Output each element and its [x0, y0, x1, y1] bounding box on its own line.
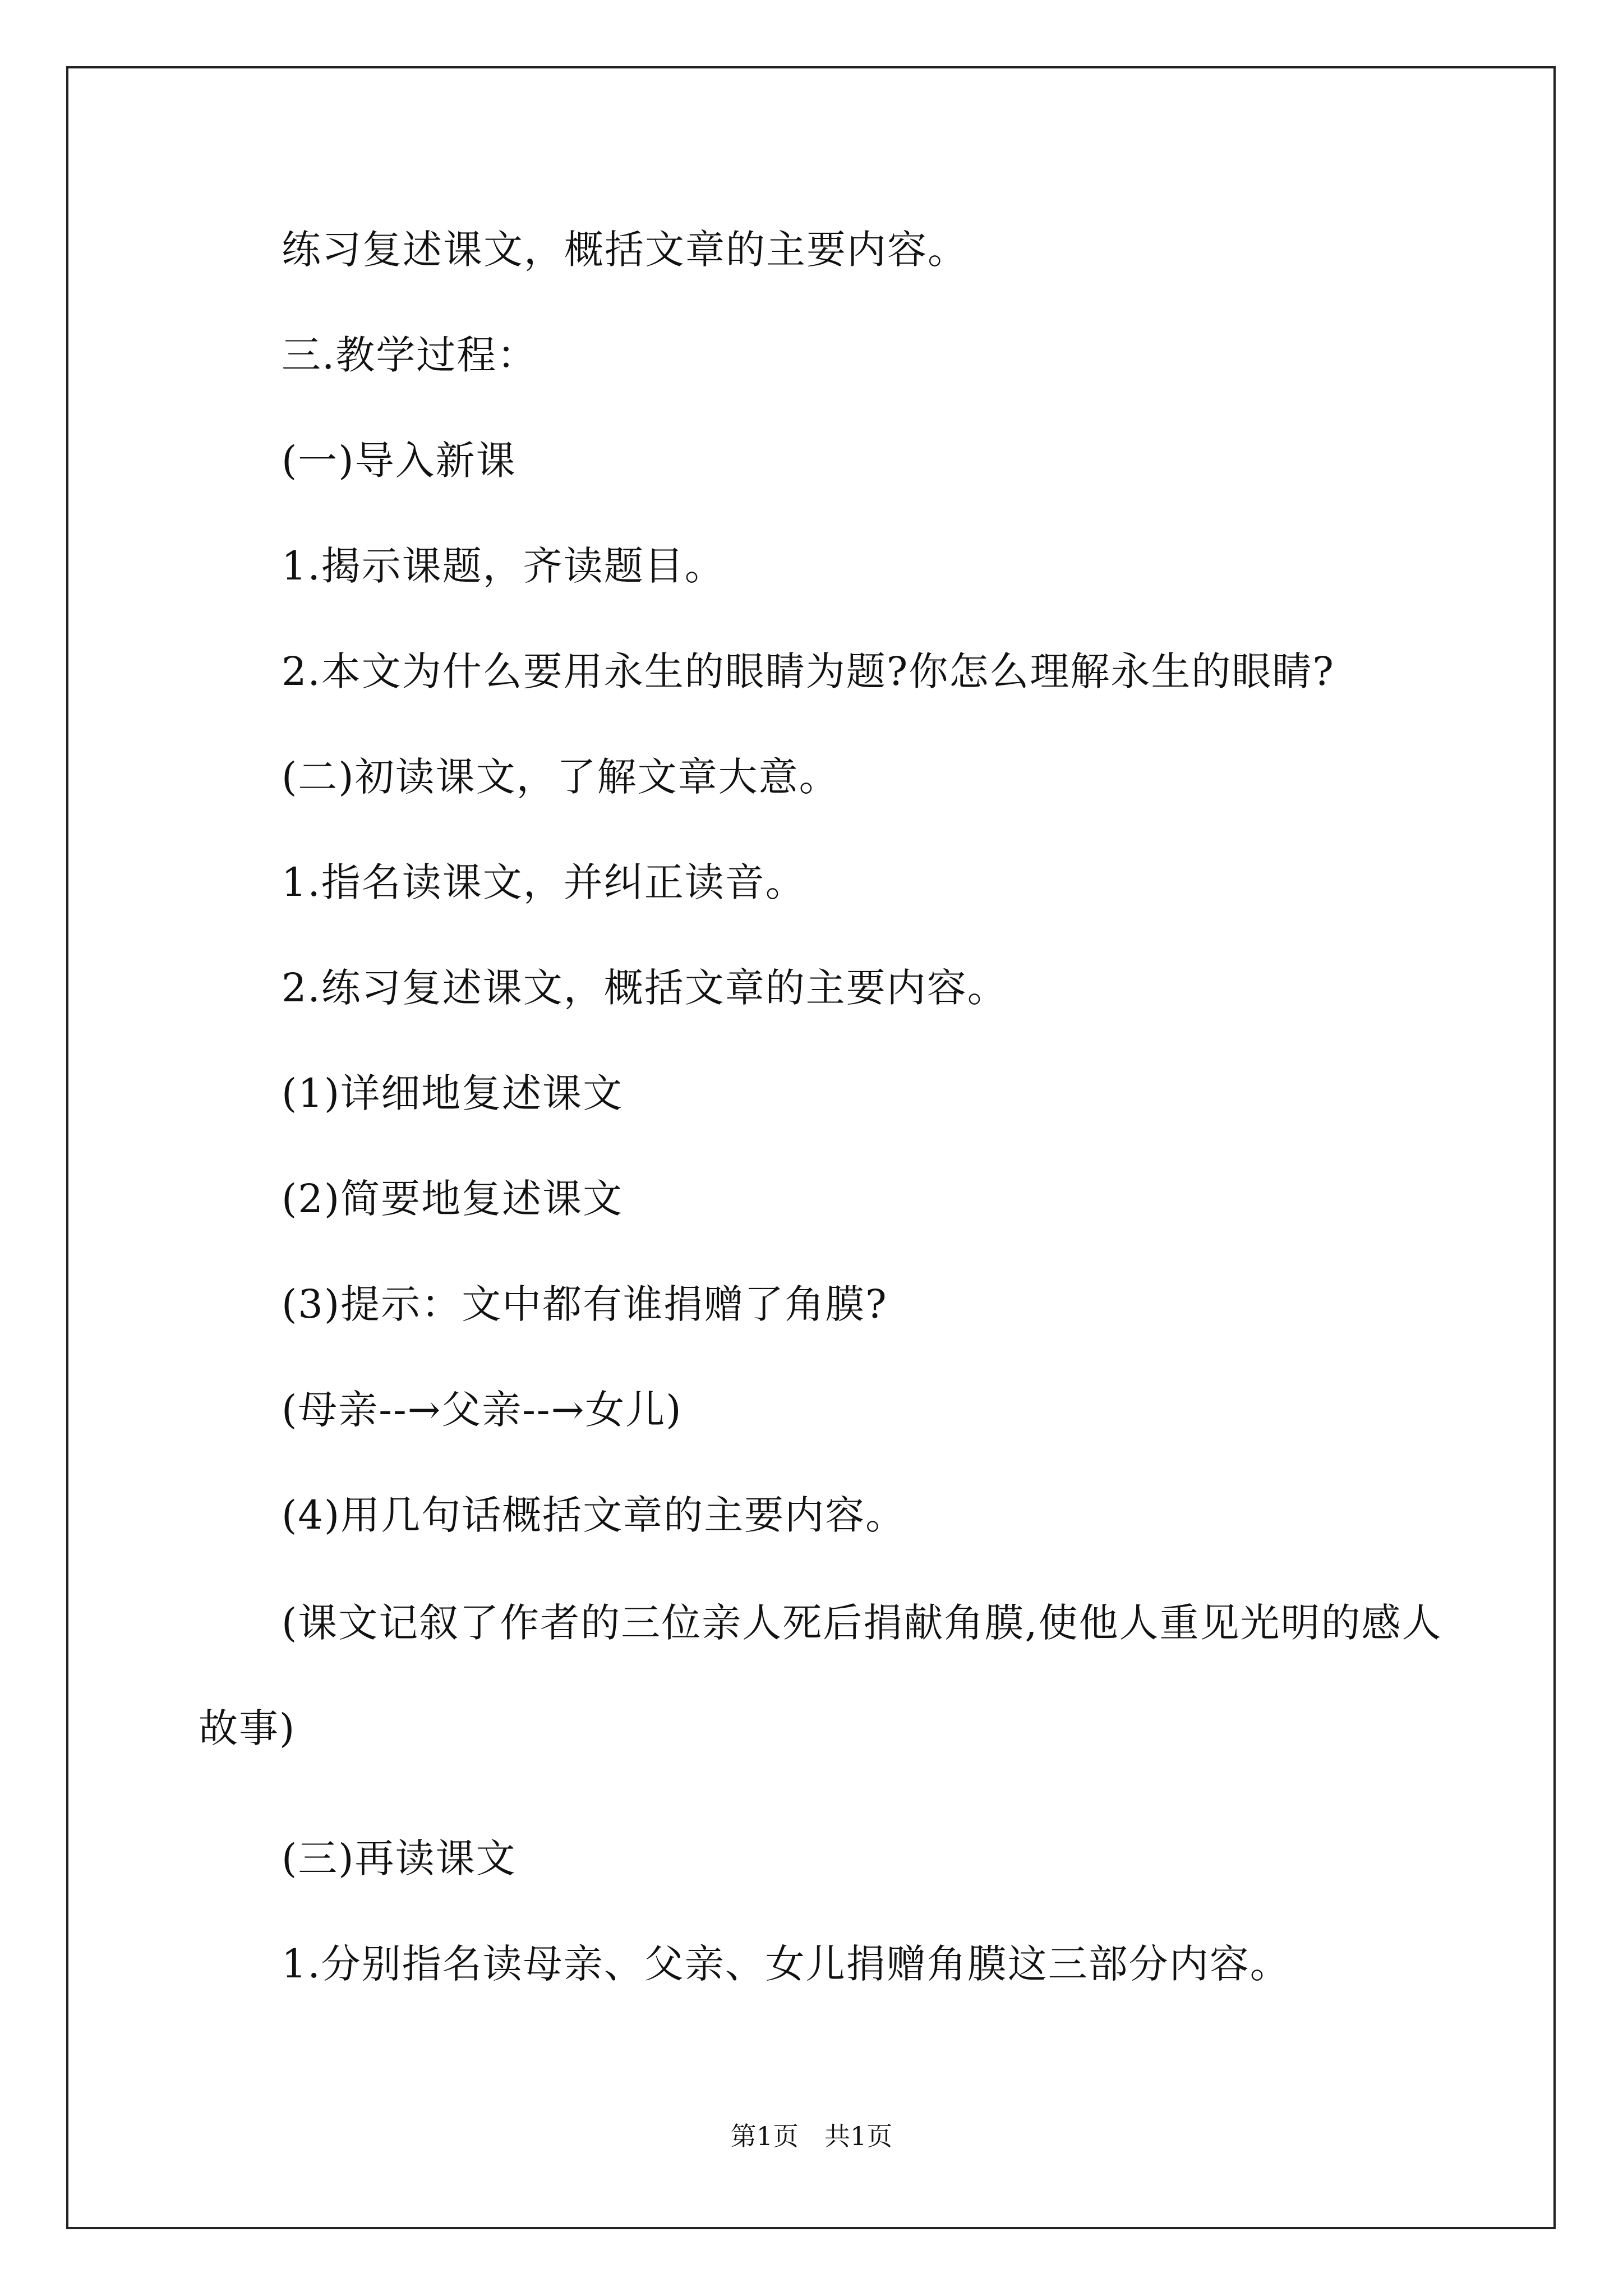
paragraph: 练习复述课文，概括文章的主要内容。: [282, 227, 968, 273]
document-body: [199, 222, 1444, 2041]
paragraph: (3)提示：文中都有谁捐赠了角膜?: [282, 1281, 888, 1327]
page-number-footer: 第1页 共1页: [730, 2121, 893, 2151]
paragraph: (2)简要地复述课文: [282, 1176, 624, 1222]
paragraph: (母亲--→父亲--→女儿): [282, 1387, 683, 1433]
paragraph: 1.揭示课题，齐读题目。: [282, 543, 725, 589]
subsection-heading: (二)初读课文，了解文章大意。: [282, 754, 840, 800]
subsection-heading: (三)再读课文: [282, 1835, 517, 1881]
section-heading: 三.教学过程：: [282, 332, 538, 378]
paragraph: 1.分别指名读母亲、父亲、女儿捐赠角膜这三部分内容。: [282, 1941, 1290, 1987]
paragraph: 2.练习复述课文，概括文章的主要内容。: [282, 965, 1008, 1011]
subsection-heading: (一)导入新课: [282, 438, 517, 484]
paragraph: (课文记叙了作者的三位亲人死后捐献角膜,使他人重见光明的感人故事): [199, 1600, 1442, 1751]
paragraph: 1.指名读课文，并纠正读音。: [282, 859, 806, 905]
paragraph: (4)用几句话概括文章的主要内容。: [282, 1492, 906, 1538]
paragraph: (1)详细地复述课文: [282, 1070, 624, 1116]
paragraph: 2.本文为什么要用永生的眼睛为题?你怎么理解永生的眼睛?: [282, 648, 1335, 694]
